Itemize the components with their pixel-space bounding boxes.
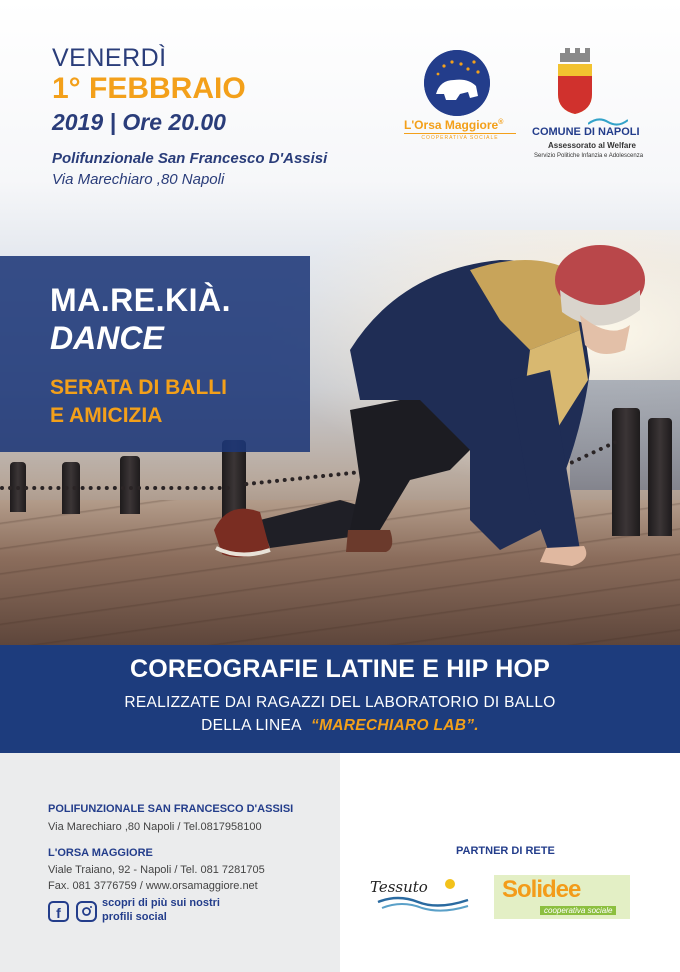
comune-di-napoli-label: COMUNE DI NAPOLI <box>532 126 640 138</box>
footer-venue-title: POLIFUNZIONALE SAN FRANCESCO D'ASSISI <box>48 803 294 815</box>
facebook-icon[interactable]: f <box>48 901 69 922</box>
solidee-wordmark: Solidee <box>502 876 581 903</box>
social-cta-line2: profili social <box>102 911 167 923</box>
footer-partners-panel <box>340 753 680 972</box>
partner-title: PARTNER DI RETE <box>456 845 555 857</box>
event-venue: Polifunzionale San Francesco D'Assisi <box>52 150 328 167</box>
footer-org-address: Viale Traiano, 92 - Napoli / Tel. 081 7281705 <box>48 864 265 876</box>
event-year-time: 2019 | Ore 20.00 <box>52 109 226 135</box>
footer-org-title: L'ORSA MAGGIORE <box>48 847 153 859</box>
event-subtitle-line2: E AMICIZIA <box>50 404 163 427</box>
comune-napoli-crest-icon <box>556 48 594 114</box>
event-address: Via Marechiaro ,80 Napoli <box>52 171 225 188</box>
band-line3 <box>0 717 680 735</box>
orsa-maggiore-wordmark <box>404 118 503 132</box>
footer-org-fax-web: Fax. 081 3776759 / www.orsamaggiore.net <box>48 880 258 892</box>
tessuto-partner-logo <box>368 872 478 912</box>
band-title: COREOGRAFIE LATINE E HIP HOP <box>130 655 550 683</box>
event-day: VENERDÌ <box>52 44 167 72</box>
assessorato-label: Assessorato al Welfare <box>548 141 636 150</box>
event-title-line2: DANCE <box>50 320 164 356</box>
chain <box>0 486 230 490</box>
servizio-label: Servizio Politiche Infanzia e Adolescenza <box>534 153 644 159</box>
instagram-glyph <box>78 903 95 920</box>
event-title-line1: MA.RE.KIÀ. <box>50 282 231 318</box>
orsa-maggiore-name: L'Orsa Maggiore <box>404 118 499 132</box>
marechiaro-lab-highlight: “MARECHIARO LAB”. <box>311 717 479 734</box>
band-line2: REALIZZATE DAI RAGAZZI DEL LABORATORIO DI BALLO <box>124 694 556 711</box>
solidee-subtitle: cooperativa sociale <box>540 906 616 915</box>
footer-contacts-panel <box>0 753 340 972</box>
social-cta-line1: scopri di più sui nostri <box>102 897 220 909</box>
registered-mark: ® <box>498 119 504 126</box>
band-line3-text: DELLA LINEA <box>201 717 302 734</box>
event-date-block <box>52 44 246 137</box>
orsa-maggiore-bear-icon <box>424 50 490 116</box>
orsa-maggiore-subtitle: COOPERATIVA SOCIALE <box>404 133 516 141</box>
bollard <box>120 456 140 514</box>
footer-venue-address: Via Marechiaro ,80 Napoli / Tel.0817958100 <box>48 821 262 833</box>
event-date: 1° FEBBRAIO <box>52 72 246 105</box>
event-subtitle-line1: SERATA DI BALLI <box>50 376 227 399</box>
tessuto-wordmark: Tessuto <box>370 878 428 896</box>
event-subtitle <box>50 374 227 430</box>
instagram-icon[interactable] <box>76 901 97 922</box>
